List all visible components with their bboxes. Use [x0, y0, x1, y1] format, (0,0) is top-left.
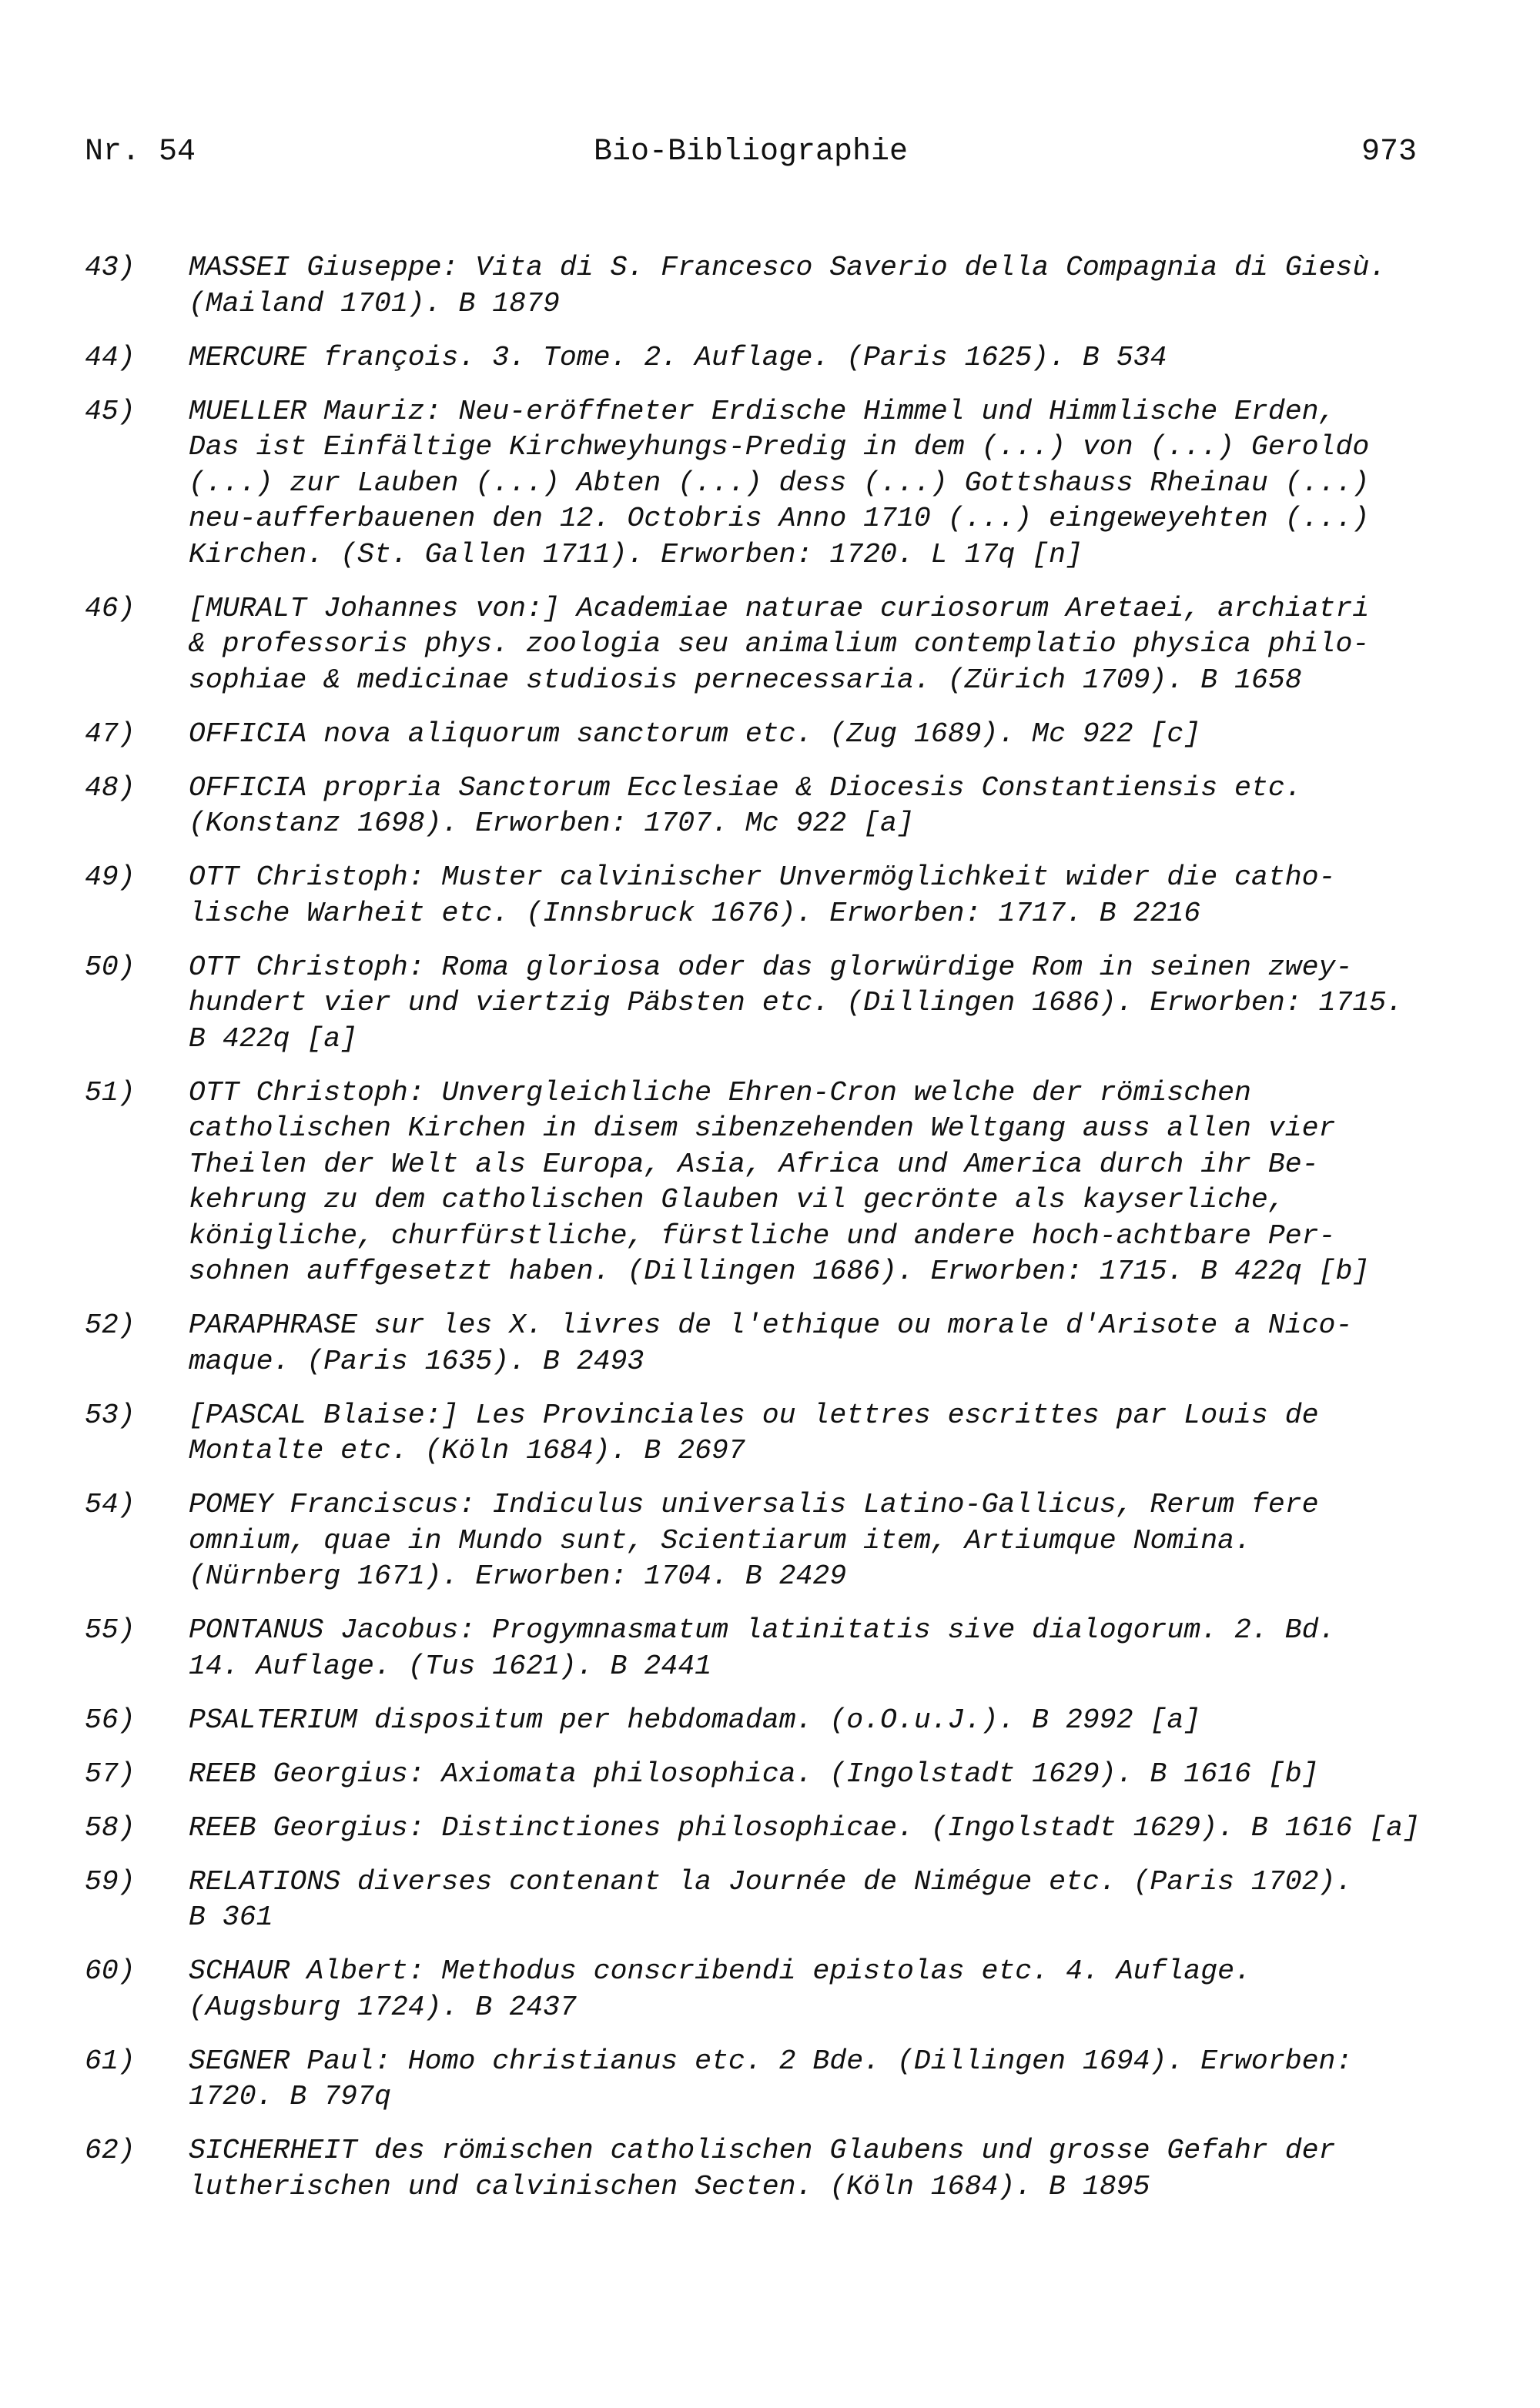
entry-line: RELATIONS diverses contenant la Journée de Nimégue etc. (Paris 1702). [189, 1865, 1353, 1898]
entry-text [189, 1308, 1494, 1380]
bibliography-entry [85, 1398, 1494, 1470]
bibliography-list [85, 250, 1494, 2223]
bibliography-entry [85, 1613, 1494, 1684]
journal-number: Nr. 54 [85, 135, 196, 169]
bibliography-entry [85, 1487, 1494, 1595]
entry-line: SICHERHEIT des römischen catholischen Glaubens und grosse Gefahr der [189, 2135, 1336, 2166]
entry-number: 53) [85, 1399, 136, 1431]
entry-line: 1720. B 797q [189, 2081, 391, 2112]
bibliography-entry [85, 1757, 1494, 1793]
bibliography-entry [85, 1865, 1494, 1936]
entry-text [189, 771, 1494, 842]
entry-text [189, 1398, 1494, 1470]
entry-line: (...) zur Lauben (...) Abten (...) dess (...) Gottshauss Rheinau (...) [189, 467, 1370, 499]
entry-line: SCHAUR Albert: Methodus conscribendi epistolas etc. 4. Auflage. [189, 1955, 1251, 1987]
entry-line: lutherischen und calvinischen Secten. (Köln 1684). B 1895 [189, 2170, 1150, 2202]
entry-line: OTT Christoph: Roma gloriosa oder das glorwürdige Rom in seinen zwey- [189, 951, 1353, 983]
entry-line: kehrung zu dem catholischen Glauben vil gecrönte als kayserliche, [189, 1184, 1285, 1216]
entry-number: 47) [85, 717, 136, 750]
entry-line: OTT Christoph: Muster calvinischer Unvermöglichkeit wider die catho- [189, 861, 1336, 893]
bibliography-entry [85, 2133, 1494, 2205]
entry-text [189, 1865, 1494, 1936]
entry-number: 51) [85, 1076, 136, 1109]
entry-number: 52) [85, 1309, 136, 1341]
entry-line: hundert vier und viertzig Päbsten etc. (Dillingen 1686). Erworben: 1715. [189, 987, 1404, 1018]
entry-number: 58) [85, 1811, 136, 1844]
bibliography-entry [85, 1954, 1494, 2025]
bibliography-entry [85, 1811, 1494, 1847]
entry-text [189, 1613, 1494, 1684]
entry-text [189, 2044, 1494, 2115]
entry-number: 59) [85, 1865, 136, 1898]
entry-line: Theilen der Welt als Europa, Asia, Africa und America durch ihr Be- [189, 1148, 1319, 1180]
entry-line: REEB Georgius: Axiomata philosophica. (Ingolstadt 1629). B 1616 [b] [189, 1758, 1319, 1790]
entry-number: 45) [85, 395, 136, 427]
entry-line: PSALTERIUM dispositum per hebdomadam. (o.O.u.J.). B 2992 [a] [189, 1704, 1201, 1736]
entry-line: lische Warheit etc. (Innsbruck 1676). Erworben: 1717. B 2216 [189, 897, 1201, 929]
entry-line: (Mailand 1701). B 1879 [189, 287, 560, 319]
entry-line: [PASCAL Blaise:] Les Provinciales ou lettres escrittes par Louis de [189, 1399, 1319, 1431]
entry-text [189, 1703, 1494, 1739]
entry-text [189, 1954, 1494, 2025]
entry-line: maque. (Paris 1635). B 2493 [189, 1345, 644, 1377]
entry-text [189, 2133, 1494, 2205]
entry-number: 57) [85, 1758, 136, 1790]
entry-line: neu-aufferbauenen den 12. Octobris Anno 1710 (...) eingeweyehten (...) [189, 503, 1370, 534]
bibliography-entry [85, 1308, 1494, 1380]
entry-number: 60) [85, 1955, 136, 1987]
bibliography-entry [85, 1703, 1494, 1739]
entry-text [189, 1757, 1494, 1793]
entry-line: PARAPHRASE sur les X. livres de l'ethique ou morale d'Arisote a Nico- [189, 1309, 1353, 1341]
entry-line: [MURALT Johannes von:] Academiae naturae curiosorum Aretaei, archiatri [189, 592, 1370, 624]
bibliography-entry [85, 771, 1494, 842]
entry-line: & professoris phys. zoologia seu animalium contemplatio physica philo- [189, 628, 1370, 660]
bibliography-entry [85, 394, 1494, 574]
entry-line: (Augsburg 1724). B 2437 [189, 1991, 577, 2023]
entry-line: MUELLER Mauriz: Neu-eröffneter Erdische Himmel und Himmlische Erden, [189, 395, 1336, 427]
entry-line: omnium, quae in Mundo sunt, Scientiarum item, Artiumque Nomina. [189, 1524, 1251, 1557]
entry-number: 61) [85, 2045, 136, 2077]
bibliography-entry [85, 340, 1494, 376]
entry-line: Kirchen. (St. Gallen 1711). Erworben: 1720. L 17q [n] [189, 538, 1083, 570]
entry-number: 43) [85, 252, 136, 283]
bibliography-entry [85, 591, 1494, 699]
entry-line: OFFICIA nova aliquorum sanctorum etc. (Zug 1689). Mc 922 [c] [189, 717, 1201, 750]
entry-line: Montalte etc. (Köln 1684). B 2697 [189, 1435, 745, 1467]
entry-line: POMEY Franciscus: Indiculus universalis Latino-Gallicus, Rerum fere [189, 1489, 1319, 1520]
entry-number: 50) [85, 951, 136, 983]
entry-line: 14. Auflage. (Tus 1621). B 2441 [189, 1650, 712, 1682]
bibliography-entry [85, 860, 1494, 931]
section-title: Bio-Bibliographie [593, 135, 909, 169]
entry-number: 54) [85, 1489, 136, 1520]
entry-line: (Nürnberg 1671). Erworben: 1704. B 2429 [189, 1560, 847, 1592]
entry-line: SEGNER Paul: Homo christianus etc. 2 Bde. (Dillingen 1694). Erworben: [189, 2045, 1353, 2077]
entry-line: Das ist Einfältige Kirchweyhungs-Predig in dem (...) von (...) Geroldo [189, 431, 1370, 463]
entry-number: 62) [85, 2135, 136, 2166]
page-number: 973 [1361, 135, 1417, 169]
entry-text [189, 950, 1494, 1058]
entry-number: 56) [85, 1704, 136, 1736]
entry-text [189, 860, 1494, 931]
entry-text [189, 394, 1494, 574]
entry-number: 55) [85, 1614, 136, 1646]
bibliography-entry [85, 1075, 1494, 1290]
entry-line: MERCURE françois. 3. Tome. 2. Auflage. (Paris 1625). B 534 [189, 341, 1167, 373]
entry-line: B 361 [189, 1901, 273, 1933]
entry-text [189, 340, 1494, 376]
entry-line: MASSEI Giuseppe: Vita di S. Francesco Saverio della Compagnia di Giesù. [189, 252, 1387, 283]
entry-line: sohnen auffgesetzt haben. (Dillingen 1686). Erworben: 1715. B 422q [b] [189, 1256, 1370, 1287]
entry-text [189, 1487, 1494, 1595]
entry-text [189, 250, 1494, 322]
entry-line: sophiae & medicinae studiosis pernecessaria. (Zürich 1709). B 1658 [189, 664, 1302, 696]
bibliography-entry [85, 717, 1494, 753]
bibliography-entry [85, 950, 1494, 1058]
entry-number: 44) [85, 341, 136, 373]
entry-number: 48) [85, 771, 136, 804]
entry-number: 46) [85, 592, 136, 624]
entry-line: OFFICIA propria Sanctorum Ecclesiae & Diocesis Constantiensis etc. [189, 771, 1302, 804]
entry-line: REEB Georgius: Distinctiones philosophicae. (Ingolstadt 1629). B 1616 [a] [189, 1811, 1420, 1844]
entry-text [189, 1811, 1494, 1847]
entry-line: PONTANUS Jacobus: Progymnasmatum latinitatis sive dialogorum. 2. Bd. [189, 1614, 1336, 1646]
bibliography-entry [85, 2044, 1494, 2115]
entry-number: 49) [85, 861, 136, 893]
entry-line: königliche, churfürstliche, fürstliche und andere hoch-achtbare Per- [189, 1219, 1336, 1252]
entry-text [189, 1075, 1494, 1290]
entry-line: catholischen Kirchen in disem sibenzehenden Weltgang auss allen vier [189, 1112, 1336, 1144]
entry-text [189, 717, 1494, 753]
running-head [85, 129, 1417, 176]
entry-line: (Konstanz 1698). Erworben: 1707. Mc 922 [a] [189, 808, 914, 839]
entry-text [189, 591, 1494, 699]
entry-line: B 422q [a] [189, 1022, 358, 1055]
entry-line: OTT Christoph: Unvergleichliche Ehren-Cron welche der römischen [189, 1076, 1251, 1109]
bibliography-entry [85, 250, 1494, 322]
